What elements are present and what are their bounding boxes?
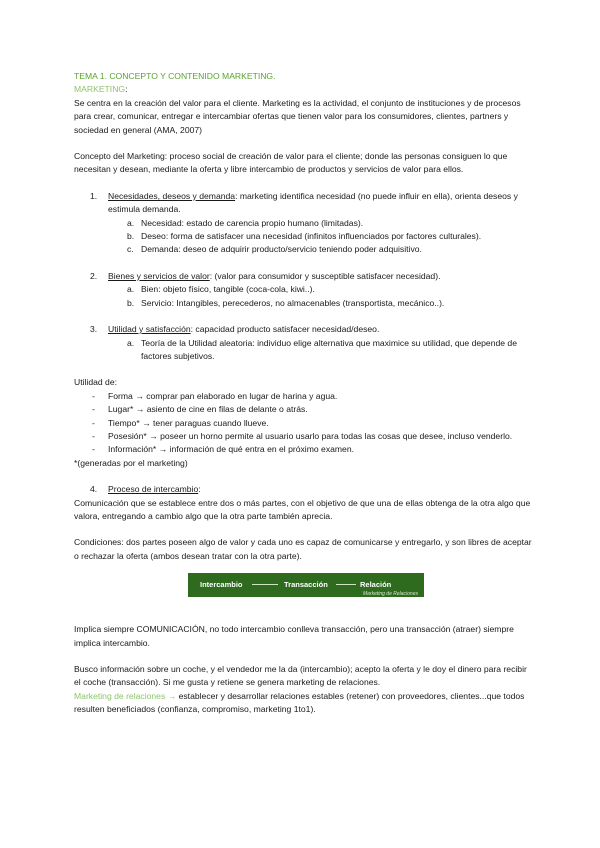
sub-item — [74, 243, 534, 256]
utilidad-item — [74, 390, 534, 403]
document-page — [74, 70, 534, 717]
relaciones-label: Marketing de relaciones → — [74, 690, 177, 701]
utilidad-text: Lugar* → asiento de cine en filas de delante o atrás. — [108, 404, 308, 415]
sub-item — [74, 230, 534, 243]
relaciones-text: establecer y desarrollar relaciones estables (retener) con proveedores, clientes...que todos resulten beneficiados (confianza, compromiso, marketing 1to1). — [74, 690, 525, 715]
diagram-connector — [336, 584, 356, 585]
sub-text: Necesidad: estado de carencia propio humano (limitadas). — [141, 217, 364, 228]
list-heading: Proceso de intercambio — [108, 484, 199, 495]
marketing-label: MARKETING — [74, 84, 126, 95]
list-heading: Necesidades, deseos y demanda — [108, 190, 236, 201]
sub-item — [74, 297, 534, 310]
utilidad-text: Forma → comprar pan elaborado en lugar de harina y agua. — [108, 390, 338, 401]
marketing-colon: : — [125, 84, 128, 95]
list-heading: Utilidad y satisfacción — [108, 324, 191, 335]
diagram-box-transaccion: Transacción — [284, 580, 328, 590]
list-item-intercambio — [74, 483, 534, 496]
sub-text: Deseo: forma de satisfacer una necesidad (infinitos influenciados por factores culturales). — [141, 231, 482, 242]
sub-text: Demanda: deseo de adquirir producto/servicio teniendo poder adquisitivo. — [141, 244, 422, 255]
definition-paragraph: Se centra en la creación del valor para el cliente. Marketing es la actividad, el conjunto de instituciones y de procesos para crear, comunicar, entregar e intercambiar ofertas que tienen valor para los consumidores, clientes, partners y sociedad en general (AMA, 2007) — [74, 97, 521, 135]
sub-letter: b. — [127, 231, 135, 242]
busco-paragraph: Busco información sobre un coche, y el vendedor me la da (intercambio); acepto la oferta y le doy el dinero para recibir el coche (transacción). Si me gusta y retiene se genera marketing de relaciones. — [74, 664, 527, 688]
sub-item — [74, 283, 534, 296]
numbered-list — [74, 190, 534, 376]
sub-text: Teoría de la Utilidad aleatoria: individuo elige alternativa que maximice su utilidad, que depende de factores subjetivos. — [141, 337, 517, 361]
utilidad-item — [74, 443, 534, 456]
utilidad-text: Posesión* → poseer un horno permite al usuario usarlo para todas las cosas que desee, incluso venderlo. — [108, 430, 513, 441]
utilidad-text: Tiempo* → tener paraguas cuando llueve. — [108, 417, 269, 428]
dash-marker: - — [92, 404, 95, 415]
sub-letter: a. — [127, 337, 135, 348]
list-number: 4. — [90, 484, 98, 495]
list-text: : capacidad producto satisfacer necesidad/deseo. — [190, 324, 380, 335]
utilidad-heading: Utilidad de: — [74, 377, 117, 388]
utilidad-list — [74, 390, 534, 457]
utilidad-text: Información* → información de qué entra en el próximo examen. — [108, 444, 355, 455]
list-item — [74, 270, 534, 283]
diagram-caption: Marketing de Relaciones — [362, 591, 418, 598]
relaciones-paragraph — [74, 690, 534, 717]
dash-marker: - — [92, 430, 95, 441]
comunicacion-paragraph: Comunicación que se establece entre dos o más partes, con el objetivo de que una de ellas obtenga de la otra algo que valora, entregando a cambio algo que la otra parte también aprecia. — [74, 497, 531, 521]
concept-paragraph: Concepto del Marketing: proceso social de creación de valor para el cliente; donde las personas consiguen lo que necesitan y desean, mediante la oferta y libre intercambio de productos y servicios de valor para ellos. — [74, 151, 508, 175]
sub-letter: b. — [127, 297, 135, 308]
sub-item — [74, 337, 534, 364]
list-number: 1. — [90, 190, 98, 201]
sub-letter: a. — [127, 217, 135, 228]
list-number: 3. — [90, 324, 98, 335]
utilidad-item — [74, 417, 534, 430]
utilidad-item — [74, 430, 534, 443]
diagram-box-relacion: Relación — [360, 580, 392, 590]
sub-letter: a. — [127, 284, 135, 295]
condiciones-paragraph: Condiciones: dos partes poseen algo de valor y cada uno es capaz de comunicarse y entregarlo, y son libres de aceptar o rechazar la oferta (ambos desean tratar con la otra parte). — [74, 537, 532, 561]
sub-text: Bien: objeto físico, tangible (coca-cola, kiwi..). — [141, 284, 315, 295]
dash-marker: - — [92, 417, 95, 428]
list-item — [74, 190, 534, 217]
list-text: : — [198, 484, 201, 495]
utilidad-note: *(generadas por el marketing) — [74, 457, 188, 468]
sub-letter: c. — [127, 244, 134, 255]
utilidad-item — [74, 403, 534, 416]
diagram-box-intercambio: Intercambio — [200, 580, 243, 590]
sub-item — [74, 217, 534, 230]
page-title: TEMA 1. CONCEPTO Y CONTENIDO MARKETING. — [74, 71, 276, 81]
marketing-relations-diagram — [188, 573, 424, 597]
list-item — [74, 323, 534, 336]
implica-paragraph: Implica siempre COMUNICACIÓN, no todo intercambio conlleva transacción, pero una transacción (atraer) siempre implica intercambio. — [74, 624, 514, 648]
list-heading: Bienes y servicios de valor — [108, 270, 210, 281]
list-text: : (valor para consumidor y susceptible satisfacer necesidad). — [209, 270, 441, 281]
dash-marker: - — [92, 390, 95, 401]
sub-text: Servicio: Intangibles, perecederos, no almacenables (transportista, mecánico..). — [141, 297, 445, 308]
list-text: : marketing identifica necesidad (no puede influir en ella), orienta deseos y estimula demanda. — [108, 190, 518, 215]
list-number: 2. — [90, 270, 98, 281]
dash-marker: - — [92, 444, 95, 455]
diagram-connector — [252, 584, 278, 585]
marketing-heading — [74, 83, 534, 96]
